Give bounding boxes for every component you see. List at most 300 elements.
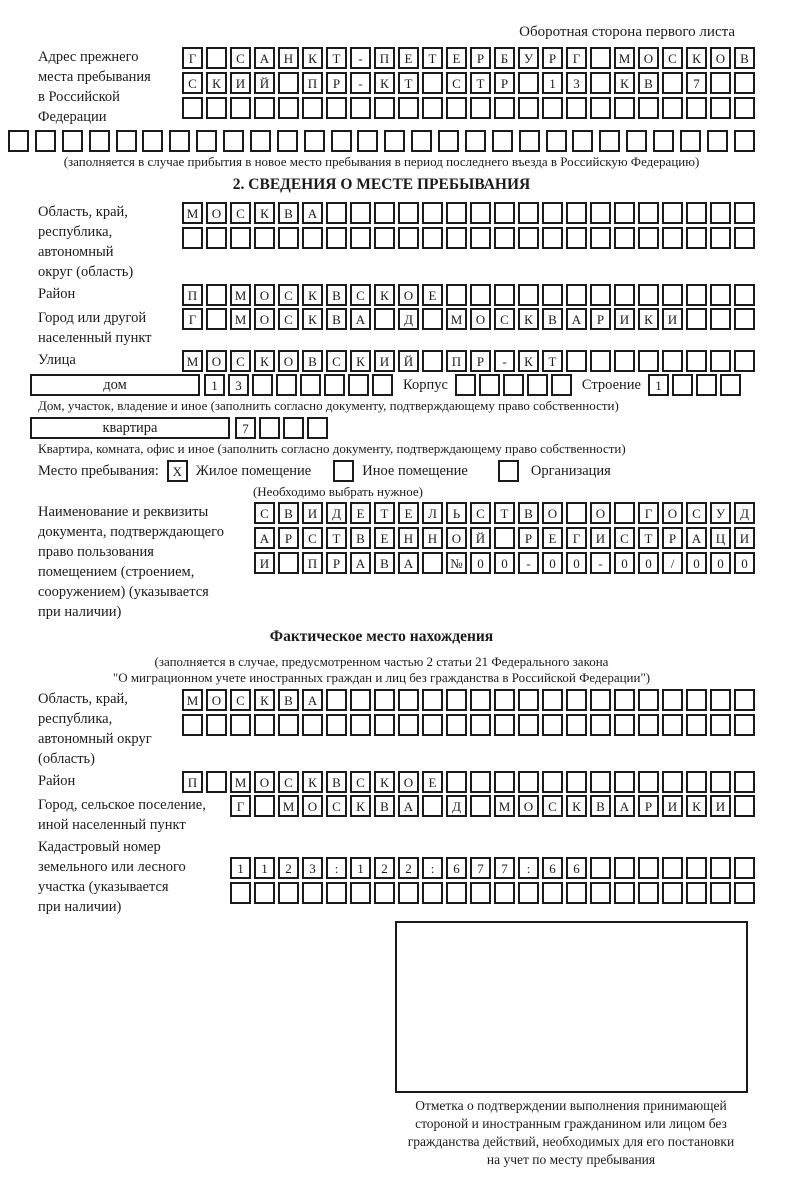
char-cell: В — [326, 308, 347, 330]
char-cell — [653, 130, 674, 152]
char-cell: Р — [590, 308, 611, 330]
char-cell — [566, 714, 587, 736]
char-cell — [357, 130, 378, 152]
char-cell: П — [446, 350, 467, 372]
prev-address-rows — [182, 47, 755, 119]
char-cell: О — [518, 795, 539, 817]
char-cell: К — [254, 350, 275, 372]
char-cell — [590, 72, 611, 94]
char-cell — [710, 771, 731, 793]
char-cell: Й — [398, 350, 419, 372]
prev-address-label: Адрес прежнего места пребывания в Российской Федерации — [38, 49, 151, 125]
char-cell: А — [302, 202, 323, 224]
char-cell — [710, 97, 731, 119]
char-cell — [734, 227, 755, 249]
char-cell: 1 — [648, 374, 669, 396]
char-cell — [590, 202, 611, 224]
char-cell — [223, 130, 244, 152]
char-cell — [374, 308, 395, 330]
char-cell — [411, 130, 432, 152]
char-cell: К — [254, 689, 275, 711]
char-cell — [518, 97, 539, 119]
char-cell — [542, 227, 563, 249]
char-cell — [614, 714, 635, 736]
char-cell — [206, 97, 227, 119]
char-cell — [590, 771, 611, 793]
char-cell: С — [182, 72, 203, 94]
char-cell — [614, 689, 635, 711]
region-row-2 — [182, 227, 755, 249]
char-cell — [734, 795, 755, 817]
char-cell — [470, 882, 491, 904]
char-cell: Р — [278, 527, 299, 549]
actual-district-row — [182, 771, 755, 793]
char-cell: М — [230, 308, 251, 330]
char-cell: 7 — [494, 857, 515, 879]
char-cell: 7 — [686, 72, 707, 94]
char-cell: К — [614, 72, 635, 94]
char-cell — [638, 284, 659, 306]
char-cell: В — [374, 552, 395, 574]
char-cell: М — [446, 308, 467, 330]
char-cell: С — [542, 795, 563, 817]
char-cell: С — [230, 350, 251, 372]
char-cell: О — [254, 308, 275, 330]
checkbox-organization — [498, 460, 519, 482]
cadastral-label: Кадастровый номер земельного или лесного участка (указывается при наличии) — [38, 839, 186, 915]
char-cell — [542, 882, 563, 904]
char-cell — [446, 202, 467, 224]
char-cell — [494, 284, 515, 306]
char-cell — [638, 202, 659, 224]
char-cell — [470, 771, 491, 793]
char-cell: Р — [518, 527, 539, 549]
char-cell — [278, 882, 299, 904]
char-cell: 1 — [350, 857, 371, 879]
char-cell — [62, 130, 83, 152]
char-cell: К — [302, 284, 323, 306]
char-cell — [662, 882, 683, 904]
char-cell — [686, 882, 707, 904]
char-cell — [494, 227, 515, 249]
char-cell: О — [662, 502, 683, 524]
char-cell — [230, 882, 251, 904]
char-cell — [710, 202, 731, 224]
char-cell — [326, 882, 347, 904]
char-cell — [614, 857, 635, 879]
char-cell — [422, 795, 443, 817]
char-cell: О — [254, 771, 275, 793]
char-cell — [590, 350, 611, 372]
char-cell: О — [710, 47, 731, 69]
actual-location-title: Фактическое место нахождения — [269, 628, 494, 645]
char-cell: С — [614, 527, 635, 549]
char-cell — [326, 227, 347, 249]
char-cell — [614, 227, 635, 249]
char-cell — [398, 227, 419, 249]
stay-type-hint: (Необходимо выбрать нужное) — [252, 484, 424, 499]
char-cell — [278, 97, 299, 119]
char-cell: Б — [494, 47, 515, 69]
char-cell — [494, 97, 515, 119]
char-cell: 0 — [710, 552, 731, 574]
char-cell — [686, 97, 707, 119]
char-cell: В — [278, 202, 299, 224]
char-cell — [566, 227, 587, 249]
char-cell — [374, 882, 395, 904]
char-cell: 3 — [302, 857, 323, 879]
char-cell — [206, 284, 227, 306]
char-cell — [206, 227, 227, 249]
char-cell — [206, 771, 227, 793]
house-number-cells — [204, 374, 393, 396]
char-cell — [546, 130, 567, 152]
char-cell: Р — [326, 72, 347, 94]
char-cell: К — [518, 350, 539, 372]
char-cell — [638, 882, 659, 904]
char-cell — [422, 97, 443, 119]
char-cell: Т — [422, 47, 443, 69]
actual-region-label: Область, край, республика, автономный округ (область) — [38, 691, 152, 767]
char-cell: С — [230, 202, 251, 224]
char-cell — [307, 417, 328, 439]
char-cell: А — [350, 552, 371, 574]
char-cell — [254, 795, 275, 817]
char-cell — [350, 689, 371, 711]
char-cell: С — [230, 47, 251, 69]
char-cell — [710, 284, 731, 306]
char-cell: Й — [254, 72, 275, 94]
char-cell: 2 — [398, 857, 419, 879]
char-cell — [518, 227, 539, 249]
char-cell: Н — [422, 527, 443, 549]
char-cell — [324, 374, 345, 396]
char-cell — [230, 97, 251, 119]
char-cell — [566, 771, 587, 793]
char-cell: С — [350, 284, 371, 306]
char-cell: О — [542, 502, 563, 524]
char-cell — [302, 97, 323, 119]
char-cell — [374, 227, 395, 249]
char-cell — [614, 502, 635, 524]
char-cell — [446, 882, 467, 904]
char-cell — [590, 689, 611, 711]
char-cell: 1 — [230, 857, 251, 879]
char-cell: Г — [230, 795, 251, 817]
char-cell: У — [518, 47, 539, 69]
char-cell — [283, 417, 304, 439]
option-residential-label: Жилое помещение — [195, 462, 312, 479]
char-cell — [446, 284, 467, 306]
street-row — [182, 350, 755, 372]
char-cell: : — [422, 857, 443, 879]
char-cell — [470, 202, 491, 224]
char-cell: С — [302, 527, 323, 549]
char-cell: : — [518, 857, 539, 879]
char-cell: 6 — [542, 857, 563, 879]
char-cell: В — [374, 795, 395, 817]
char-cell — [182, 97, 203, 119]
char-cell — [710, 227, 731, 249]
apartment-row — [8, 417, 755, 439]
actual-city-field — [8, 795, 755, 835]
char-cell — [614, 771, 635, 793]
char-cell — [422, 882, 443, 904]
char-cell: Д — [734, 502, 755, 524]
char-cell — [662, 72, 683, 94]
char-cell: 0 — [686, 552, 707, 574]
char-cell — [254, 714, 275, 736]
char-cell: К — [374, 72, 395, 94]
char-cell: О — [446, 527, 467, 549]
char-cell — [398, 714, 419, 736]
char-cell: - — [350, 47, 371, 69]
char-cell: С — [662, 47, 683, 69]
char-cell: М — [230, 284, 251, 306]
char-cell — [662, 97, 683, 119]
char-cell — [278, 72, 299, 94]
char-cell — [686, 771, 707, 793]
prev-address-row-4 — [8, 130, 755, 152]
char-cell — [686, 689, 707, 711]
char-cell — [734, 308, 755, 330]
actual-region-row-2 — [182, 714, 755, 736]
char-cell — [374, 97, 395, 119]
char-cell — [566, 502, 587, 524]
char-cell: М — [182, 350, 203, 372]
char-cell — [142, 130, 163, 152]
document-row-1 — [254, 502, 755, 524]
option-other-premises-label: Иное помещение — [362, 462, 468, 479]
char-cell: Т — [326, 47, 347, 69]
char-cell — [734, 771, 755, 793]
char-cell — [734, 130, 755, 152]
char-cell: У — [710, 502, 731, 524]
char-cell — [662, 284, 683, 306]
char-cell: Е — [398, 47, 419, 69]
char-cell — [350, 227, 371, 249]
char-cell — [542, 714, 563, 736]
korpus-label: Корпус — [403, 376, 448, 393]
char-cell: 1 — [542, 72, 563, 94]
char-cell: Д — [398, 308, 419, 330]
char-cell — [398, 882, 419, 904]
char-cell: А — [254, 527, 275, 549]
char-cell — [720, 374, 741, 396]
char-cell: С — [350, 771, 371, 793]
char-cell: П — [182, 284, 203, 306]
char-cell: Е — [446, 47, 467, 69]
char-cell — [326, 714, 347, 736]
char-cell — [638, 350, 659, 372]
char-cell: 6 — [566, 857, 587, 879]
char-cell — [599, 130, 620, 152]
char-cell: М — [230, 771, 251, 793]
char-cell — [672, 374, 693, 396]
char-cell — [35, 130, 56, 152]
char-cell: К — [206, 72, 227, 94]
char-cell: И — [710, 795, 731, 817]
char-cell: Ц — [710, 527, 731, 549]
char-cell: 0 — [638, 552, 659, 574]
char-cell — [470, 97, 491, 119]
char-cell: Л — [422, 502, 443, 524]
char-cell — [551, 374, 572, 396]
char-cell — [710, 857, 731, 879]
char-cell: 0 — [734, 552, 755, 574]
char-cell: Е — [542, 527, 563, 549]
char-cell: К — [350, 350, 371, 372]
char-cell — [422, 552, 443, 574]
char-cell: П — [374, 47, 395, 69]
char-cell: 1 — [254, 857, 275, 879]
district-row — [182, 284, 755, 306]
char-cell: Е — [350, 502, 371, 524]
actual-district-field — [8, 771, 755, 793]
char-cell — [734, 97, 755, 119]
char-cell — [710, 882, 731, 904]
char-cell — [710, 689, 731, 711]
char-cell: К — [638, 308, 659, 330]
char-cell: Г — [566, 527, 587, 549]
char-cell: И — [734, 527, 755, 549]
prev-address-row-2 — [182, 72, 755, 94]
char-cell: Г — [638, 502, 659, 524]
char-cell: В — [326, 771, 347, 793]
char-cell: М — [278, 795, 299, 817]
char-cell — [542, 284, 563, 306]
char-cell: О — [206, 202, 227, 224]
char-cell: П — [302, 552, 323, 574]
char-cell: С — [326, 795, 347, 817]
char-cell: И — [662, 308, 683, 330]
char-cell: 6 — [446, 857, 467, 879]
char-cell — [686, 227, 707, 249]
char-cell — [470, 689, 491, 711]
char-cell: Е — [422, 771, 443, 793]
char-cell — [276, 374, 297, 396]
char-cell: И — [254, 552, 275, 574]
char-cell — [638, 771, 659, 793]
city-row — [182, 308, 755, 330]
char-cell — [734, 350, 755, 372]
char-cell: С — [446, 72, 467, 94]
char-cell: В — [278, 689, 299, 711]
char-cell — [278, 227, 299, 249]
char-cell — [696, 374, 717, 396]
char-cell: 2 — [278, 857, 299, 879]
char-cell: Р — [494, 72, 515, 94]
char-cell: И — [374, 350, 395, 372]
char-cell: В — [278, 502, 299, 524]
char-cell — [302, 227, 323, 249]
char-cell — [590, 857, 611, 879]
char-cell — [254, 882, 275, 904]
stamp-caption: Отметка о подтверждении выполнения принимающей стороной и иностранным гражданином или лицом без гражданства действий, необходимых для его постановки на учет по месту пребывания — [407, 1098, 735, 1167]
char-cell — [566, 284, 587, 306]
char-cell — [734, 689, 755, 711]
char-cell — [494, 771, 515, 793]
char-cell — [734, 72, 755, 94]
char-cell: Р — [542, 47, 563, 69]
char-cell: 3 — [566, 72, 587, 94]
char-cell: Р — [662, 527, 683, 549]
char-cell — [422, 714, 443, 736]
char-cell: 1 — [204, 374, 225, 396]
page-corner-note: Оборотная сторона первого листа — [519, 24, 735, 40]
char-cell: Г — [566, 47, 587, 69]
char-cell: В — [590, 795, 611, 817]
region-row-1 — [182, 202, 755, 224]
char-cell — [518, 72, 539, 94]
char-cell — [465, 130, 486, 152]
char-cell: - — [350, 72, 371, 94]
char-cell: 3 — [228, 374, 249, 396]
char-cell — [116, 130, 137, 152]
char-cell: В — [518, 502, 539, 524]
char-cell: С — [278, 308, 299, 330]
char-cell — [527, 374, 548, 396]
char-cell — [518, 689, 539, 711]
char-cell: С — [278, 771, 299, 793]
char-cell — [590, 227, 611, 249]
section2-title: 2. СВЕДЕНИЯ О МЕСТЕ ПРЕБЫВАНИЯ — [232, 176, 531, 193]
street-field — [8, 350, 755, 372]
stroenie-label: Строение — [581, 376, 641, 393]
house-row — [8, 374, 755, 396]
char-cell — [686, 202, 707, 224]
char-cell — [422, 227, 443, 249]
char-cell — [590, 882, 611, 904]
char-cell — [254, 97, 275, 119]
char-cell — [680, 130, 701, 152]
char-cell — [686, 857, 707, 879]
char-cell — [470, 284, 491, 306]
char-cell — [638, 227, 659, 249]
document-label: Наименование и реквизиты документа, подтверждающего право пользования помещением (строением, сооружением) (указывается при наличии) — [38, 504, 224, 620]
char-cell: Д — [446, 795, 467, 817]
char-cell — [438, 130, 459, 152]
prev-address-row-1 — [182, 47, 755, 69]
char-cell: И — [302, 502, 323, 524]
char-cell — [518, 714, 539, 736]
char-cell — [470, 714, 491, 736]
char-cell: К — [302, 47, 323, 69]
district-label: Район — [38, 286, 76, 302]
char-cell: - — [518, 552, 539, 574]
char-cell: С — [470, 502, 491, 524]
cadastral-row-2 — [230, 882, 755, 904]
cadastral-field — [8, 837, 755, 917]
char-cell — [182, 714, 203, 736]
char-cell: М — [494, 795, 515, 817]
char-cell: О — [254, 284, 275, 306]
char-cell — [446, 97, 467, 119]
char-cell — [686, 350, 707, 372]
char-cell: И — [590, 527, 611, 549]
char-cell — [734, 857, 755, 879]
char-cell: А — [254, 47, 275, 69]
apartment-type-box: квартира — [30, 417, 230, 439]
char-cell: / — [662, 552, 683, 574]
char-cell — [277, 130, 298, 152]
char-cell — [518, 771, 539, 793]
char-cell: Т — [638, 527, 659, 549]
actual-region-field — [8, 689, 755, 769]
char-cell: Т — [542, 350, 563, 372]
prev-address-caption: (заполняется в случае прибытия в новое место пребывания в период последнего въезда в Российскую Федерацию) — [63, 154, 700, 169]
char-cell: Е — [374, 527, 395, 549]
